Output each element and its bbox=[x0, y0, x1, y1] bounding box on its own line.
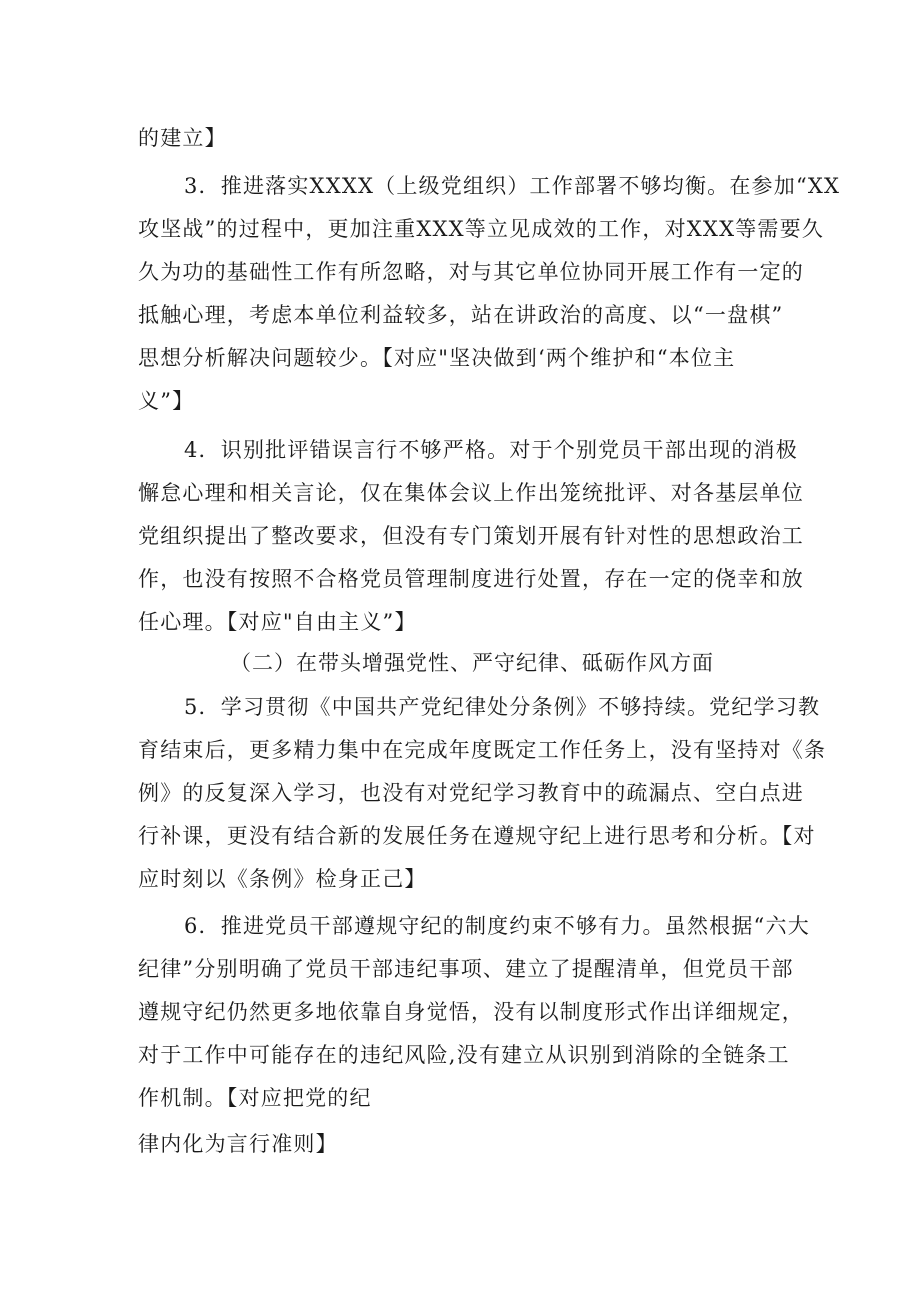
paragraph-line: 行补课，更没有结合新的发展任务在遵规守纪上进行思考和分析。【对 bbox=[138, 824, 816, 848]
paragraph-line: 任心理。【对应"自由主义”】 bbox=[138, 610, 417, 634]
paragraph-line: 党组织提出了整改要求，但没有专门策划开展有针对性的思想政治工 bbox=[138, 524, 804, 548]
paragraph-line: 义”】 bbox=[138, 389, 195, 413]
paragraph-line: 遵规守纪仍然更多地依靠自身觉悟，没有以制度形式作出详细规定， bbox=[138, 1000, 804, 1024]
item-3-heading-line: 3．推进落实XXXX（上级党组织）工作部署不够均衡。在参加“XX bbox=[184, 174, 841, 198]
paragraph-line: 例》的反复深入学习，也没有对党纪学习教育中的疏漏点、空白点进 bbox=[138, 781, 804, 805]
paragraph-line: 的建立】 bbox=[138, 126, 227, 150]
paragraph-line: 思想分析解决问题较少。【对应"坚决做到‘两个维护和“本位主 bbox=[138, 346, 736, 370]
paragraph-line: 对于工作中可能存在的违纪风险,没有建立从识别到消除的全链条工 bbox=[138, 1043, 790, 1067]
paragraph-line: 作机制。【对应把党的纪 bbox=[138, 1086, 372, 1110]
paragraph-line: 懈怠心理和相关言论，仅在集体会议上作出笼统批评、对各基层单位 bbox=[138, 481, 804, 505]
section-heading: （二）在带头增强党性、严守纪律、砥砺作风方面 bbox=[230, 651, 714, 675]
item-6-heading-line: 6．推进党员干部遵规守纪的制度约束不够有力。虽然根据“六大 bbox=[184, 914, 810, 938]
item-5-heading-line: 5．学习贯彻《中国共产党纪律处分条例》不够持续。党纪学习教 bbox=[184, 695, 821, 719]
paragraph-line: 育结束后，更多精力集中在完成年度既定工作任务上，没有坚持对《条 bbox=[138, 738, 827, 762]
paragraph-line: 抵触心理，考虑本单位利益较多，站在讲政治的高度、以“一盘棋” bbox=[138, 303, 784, 327]
paragraph-line: 作，也没有按照不合格党员管理制度进行处置，存在一定的侥幸和放 bbox=[138, 567, 804, 591]
paragraph-line: 攻坚战”的过程中，更加注重XXX等立见成效的工作，对XXX等需要久 bbox=[138, 217, 825, 241]
item-4-heading-line: 4．识别批评错误言行不够严格。对于个别党员干部出现的消极 bbox=[184, 438, 798, 462]
paragraph-line: 久为功的基础性工作有所忽略，对与其它单位协同开展工作有一定的 bbox=[138, 260, 804, 284]
paragraph-line: 纪律”分别明确了党员干部违纪事项、建立了提醒清单，但党员干部 bbox=[138, 957, 794, 981]
paragraph-line: 应时刻以《条例》检身正己】 bbox=[138, 867, 427, 891]
paragraph-line: 律内化为言行准则】 bbox=[138, 1132, 338, 1156]
